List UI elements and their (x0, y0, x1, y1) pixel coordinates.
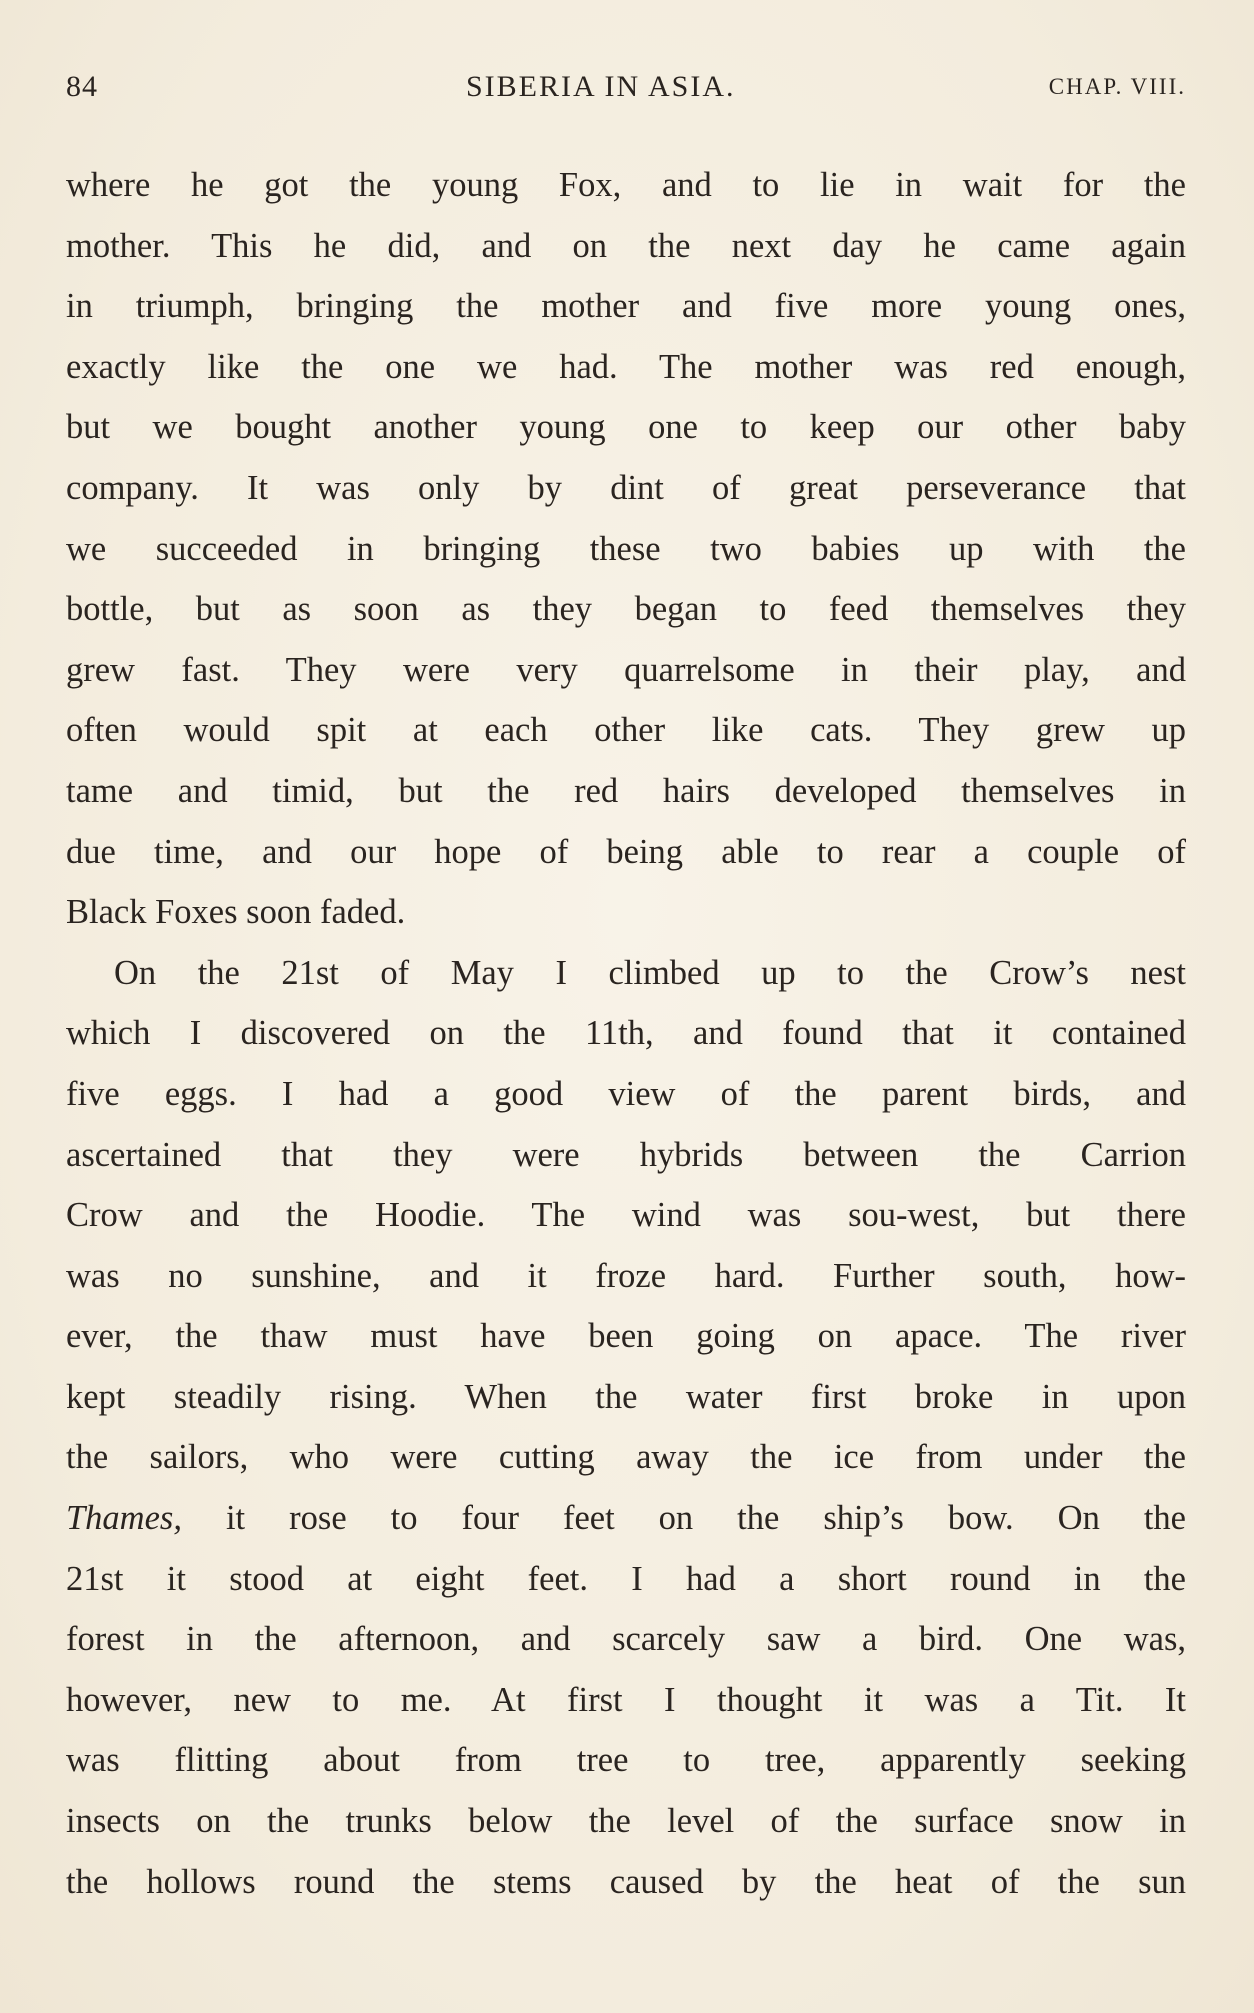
text-line: exactly like the one we had. The mother was red enough, (66, 347, 1186, 386)
chapter-label: CHAP. VIII. (1048, 74, 1186, 99)
paragraph-2 (66, 943, 1186, 1913)
text-line: tame and timid, but the red hairs developed themselves in (66, 771, 1186, 810)
book-title: SIBERIA IN ASIA. (466, 70, 736, 103)
text-line: the sailors, who were cutting away the ice from under the (66, 1438, 1186, 1477)
text-line: bottle, but as soon as they began to feed themselves they (66, 590, 1186, 629)
text-line: Crow and the Hoodie. The wind was sou-west, but there (66, 1196, 1186, 1235)
text-line-rest: it rose to four feet on the ship’s bow. On the (181, 1499, 1186, 1538)
text-line: due time, and our hope of being able to rear a couple of (66, 832, 1186, 871)
text-line: On the 21st of May I climbed up to the Crow’s nest (114, 953, 1186, 992)
text-line: was no sunshine, and it froze hard. Further south, how- (66, 1256, 1186, 1295)
text-line: grew fast. They were very quarrelsome in their play, and (66, 650, 1186, 689)
running-head (66, 70, 1186, 110)
text-line: forest in the afternoon, and scarcely saw a bird. One was, (66, 1620, 1186, 1659)
page-number: 84 (66, 70, 98, 103)
text-line: in triumph, bringing the mother and five more young ones, (66, 287, 1186, 326)
text-line: ever, the thaw must have been going on apace. The river (66, 1317, 1186, 1356)
text-line: 21st it stood at eight feet. I had a short round in the (66, 1559, 1186, 1598)
text-line: where he got the young Fox, and to lie in wait for the (66, 166, 1186, 204)
text-line: but we bought another young one to keep our other baby (66, 408, 1186, 447)
text-line: insects on the trunks below the level of the surface snow in (66, 1802, 1186, 1841)
text-line (66, 1488, 1186, 1549)
text-line: which I discovered on the 11th, and found that it contained (66, 1014, 1186, 1053)
text-line: five eggs. I had a good view of the parent birds, and (66, 1074, 1186, 1113)
text-line: we succeeded in bringing these two babies up with the (66, 529, 1186, 568)
text-line: was flitting about from tree to tree, apparently seeking (66, 1741, 1186, 1780)
text-line: Black Foxes soon faded. (66, 893, 406, 932)
text-line: mother. This he did, and on the next day he came again (66, 226, 1186, 265)
text-line: kept steadily rising. When the water first broke in upon (66, 1377, 1186, 1416)
text-line: the hollows round the stems caused by the heat of the sun (66, 1862, 1186, 1901)
body-text (66, 155, 1186, 1912)
text-line: company. It was only by dint of great perseverance that (66, 468, 1186, 507)
text-line: often would spit at each other like cats. They grew up (66, 711, 1186, 750)
text-line: however, new to me. At first I thought it was a Tit. It (66, 1680, 1186, 1719)
italic-ship-name: Thames, (66, 1499, 182, 1538)
text-line: ascertained that they were hybrids between the Carrion (66, 1135, 1186, 1174)
paragraph-1 (66, 155, 1186, 943)
